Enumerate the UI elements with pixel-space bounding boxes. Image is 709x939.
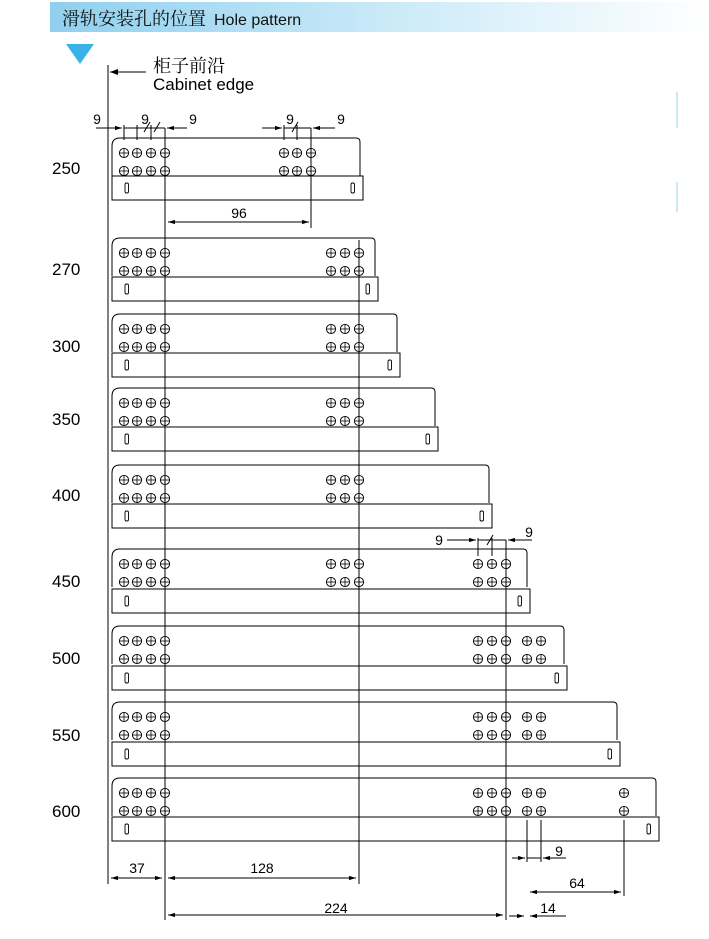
mounting-hole <box>522 806 531 815</box>
mounting-hole <box>536 730 545 739</box>
mounting-hole <box>146 493 155 502</box>
mounting-hole <box>326 342 335 351</box>
mounting-hole <box>132 493 141 502</box>
mounting-hole <box>522 788 531 797</box>
slot-icon <box>518 596 522 606</box>
mounting-hole <box>487 559 496 568</box>
mounting-hole <box>473 712 482 721</box>
rail-length-label: 400 <box>52 486 81 505</box>
mounting-hole <box>326 398 335 407</box>
mounting-hole <box>119 148 128 157</box>
mounting-hole <box>119 324 128 333</box>
mounting-hole <box>119 654 128 663</box>
mounting-hole <box>146 398 155 407</box>
dim-label: 9 <box>337 111 345 127</box>
rail <box>112 549 530 613</box>
slot-icon <box>125 360 129 370</box>
mounting-hole <box>279 166 288 175</box>
mounting-hole <box>132 166 141 175</box>
mounting-hole <box>340 577 349 586</box>
rail-lower-profile <box>112 353 400 377</box>
slot-icon <box>426 434 430 444</box>
mounting-hole <box>146 712 155 721</box>
mounting-hole <box>119 248 128 257</box>
mounting-hole <box>340 324 349 333</box>
mounting-hole <box>536 712 545 721</box>
mounting-hole <box>522 730 531 739</box>
rail-lower-profile <box>112 427 438 451</box>
slot-icon <box>125 511 129 521</box>
rail-lower-profile <box>112 742 620 766</box>
rail-lower-profile <box>112 666 567 690</box>
slot-icon <box>647 824 651 834</box>
mounting-hole <box>536 806 545 815</box>
mounting-hole <box>340 248 349 257</box>
rail <box>112 626 567 690</box>
mounting-hole <box>487 636 496 645</box>
slot-icon <box>125 183 129 193</box>
guide-lines <box>108 65 624 920</box>
mounting-hole <box>473 788 482 797</box>
mounting-hole <box>487 712 496 721</box>
slot-icon <box>388 360 392 370</box>
dim-label: 224 <box>324 900 348 916</box>
rail-lower-profile <box>112 589 530 613</box>
mounting-hole <box>132 806 141 815</box>
mounting-hole <box>119 475 128 484</box>
mounting-hole <box>132 654 141 663</box>
mounting-hole <box>146 324 155 333</box>
mounting-hole <box>522 654 531 663</box>
mounting-hole <box>119 416 128 425</box>
mounting-hole <box>132 559 141 568</box>
mounting-hole <box>522 636 531 645</box>
mounting-hole <box>487 806 496 815</box>
dim-label: 9 <box>286 111 294 127</box>
rail-upper-plate <box>112 549 527 587</box>
slot-icon <box>125 673 129 683</box>
mounting-hole <box>119 577 128 586</box>
mounting-hole <box>340 416 349 425</box>
mounting-hole <box>146 788 155 797</box>
slot-icon <box>125 284 129 294</box>
mounting-hole <box>132 398 141 407</box>
rail <box>112 388 438 451</box>
mounting-hole <box>522 712 531 721</box>
mounting-hole <box>473 636 482 645</box>
mounting-hole <box>146 266 155 275</box>
mounting-hole <box>146 636 155 645</box>
rail <box>112 138 363 200</box>
mounting-hole <box>487 788 496 797</box>
mounting-hole <box>146 730 155 739</box>
mounting-hole <box>119 788 128 797</box>
mounting-hole <box>326 559 335 568</box>
mounting-hole <box>132 342 141 351</box>
mounting-hole <box>340 398 349 407</box>
mounting-hole <box>132 416 141 425</box>
mounting-hole <box>119 559 128 568</box>
cabinet-edge-label-zh: 柜子前沿 <box>153 56 225 76</box>
mounting-hole <box>132 730 141 739</box>
mounting-hole <box>146 166 155 175</box>
mounting-hole <box>119 712 128 721</box>
mounting-hole <box>326 493 335 502</box>
mounting-hole <box>132 248 141 257</box>
rail-lower-profile <box>112 504 492 528</box>
slot-icon <box>125 596 129 606</box>
mounting-hole <box>326 324 335 333</box>
mounting-hole <box>292 148 301 157</box>
mounting-hole <box>132 712 141 721</box>
mounting-hole <box>326 416 335 425</box>
mounting-hole <box>473 559 482 568</box>
mounting-hole <box>473 654 482 663</box>
mounting-hole <box>119 166 128 175</box>
rail-upper-plate <box>112 465 489 503</box>
mounting-hole <box>326 475 335 484</box>
mounting-hole <box>326 577 335 586</box>
dim-tick <box>154 122 160 132</box>
mounting-hole <box>119 342 128 351</box>
dim-label: 9 <box>435 532 443 548</box>
dim-label: 9 <box>555 843 563 859</box>
mounting-hole <box>146 248 155 257</box>
mounting-hole <box>340 342 349 351</box>
slot-icon <box>608 749 612 759</box>
mounting-hole <box>132 266 141 275</box>
rail <box>112 465 492 528</box>
mounting-hole <box>132 148 141 157</box>
rail-length-label: 300 <box>52 337 81 356</box>
section-marker-icon <box>66 44 96 66</box>
mounting-hole <box>340 266 349 275</box>
dim-label: 128 <box>250 860 274 876</box>
mounting-hole <box>473 577 482 586</box>
dim-label: 64 <box>569 875 585 891</box>
mounting-hole <box>146 577 155 586</box>
rail-lower-profile <box>112 817 659 841</box>
rail-length-label: 270 <box>52 260 81 279</box>
dim-label: 9 <box>93 111 101 127</box>
rail-lower-profile <box>112 277 378 301</box>
mounting-hole <box>146 806 155 815</box>
slot-icon <box>125 749 129 759</box>
mounting-hole <box>473 806 482 815</box>
dim-label: 9 <box>189 111 197 127</box>
rail-length-label: 500 <box>52 649 81 668</box>
mounting-hole <box>340 475 349 484</box>
mounting-hole <box>536 788 545 797</box>
rail-length-label: 250 <box>52 159 81 178</box>
mounting-hole <box>326 248 335 257</box>
mounting-hole <box>619 806 628 815</box>
dim-label: 96 <box>231 205 247 221</box>
mounting-hole <box>119 493 128 502</box>
slot-icon <box>351 183 355 193</box>
rail-lower-profile <box>112 176 363 200</box>
mounting-hole <box>487 577 496 586</box>
rail-length-label: 350 <box>52 410 81 429</box>
mounting-hole <box>619 788 628 797</box>
mounting-hole <box>487 654 496 663</box>
header-title-zh: 滑轨安装孔的位置 <box>62 9 206 29</box>
mounting-hole <box>279 148 288 157</box>
dim-label: 37 <box>129 860 145 876</box>
slot-icon <box>480 511 484 521</box>
mounting-hole <box>146 148 155 157</box>
rail-length-label: 550 <box>52 726 81 745</box>
dim-label: 14 <box>540 900 556 916</box>
mounting-hole <box>119 806 128 815</box>
mounting-hole <box>146 559 155 568</box>
leader-arrow <box>110 69 118 75</box>
slot-icon <box>366 284 370 294</box>
slot-icon <box>555 673 559 683</box>
slot-icon <box>125 434 129 444</box>
rail <box>112 314 400 377</box>
mounting-hole <box>146 475 155 484</box>
rail-length-label: 450 <box>52 572 81 591</box>
mounting-hole <box>132 788 141 797</box>
mounting-hole <box>119 730 128 739</box>
mounting-hole <box>340 493 349 502</box>
mounting-hole <box>132 636 141 645</box>
dim-label: 9 <box>525 524 533 540</box>
rail-length-label: 600 <box>52 802 81 821</box>
rail <box>112 778 659 841</box>
mounting-hole <box>132 577 141 586</box>
dim-label: 9 <box>141 111 149 127</box>
mounting-hole <box>146 342 155 351</box>
mounting-hole <box>340 559 349 568</box>
mounting-hole <box>536 636 545 645</box>
mounting-hole <box>119 398 128 407</box>
mounting-hole <box>119 636 128 645</box>
mounting-hole <box>292 166 301 175</box>
mounting-hole <box>119 266 128 275</box>
mounting-hole <box>146 654 155 663</box>
cabinet-edge-label-en: Cabinet edge <box>153 75 255 94</box>
mounting-hole <box>132 324 141 333</box>
mounting-hole <box>132 475 141 484</box>
rails <box>112 138 659 841</box>
mounting-hole <box>536 654 545 663</box>
mounting-hole <box>146 416 155 425</box>
header-title-en: Hole pattern <box>214 12 302 29</box>
rail <box>112 238 378 301</box>
slot-icon <box>125 824 129 834</box>
rail <box>112 702 620 766</box>
mounting-hole <box>326 266 335 275</box>
rail-upper-plate <box>112 778 656 816</box>
mounting-hole <box>487 730 496 739</box>
mounting-hole <box>473 730 482 739</box>
triangle-icon <box>66 44 94 64</box>
